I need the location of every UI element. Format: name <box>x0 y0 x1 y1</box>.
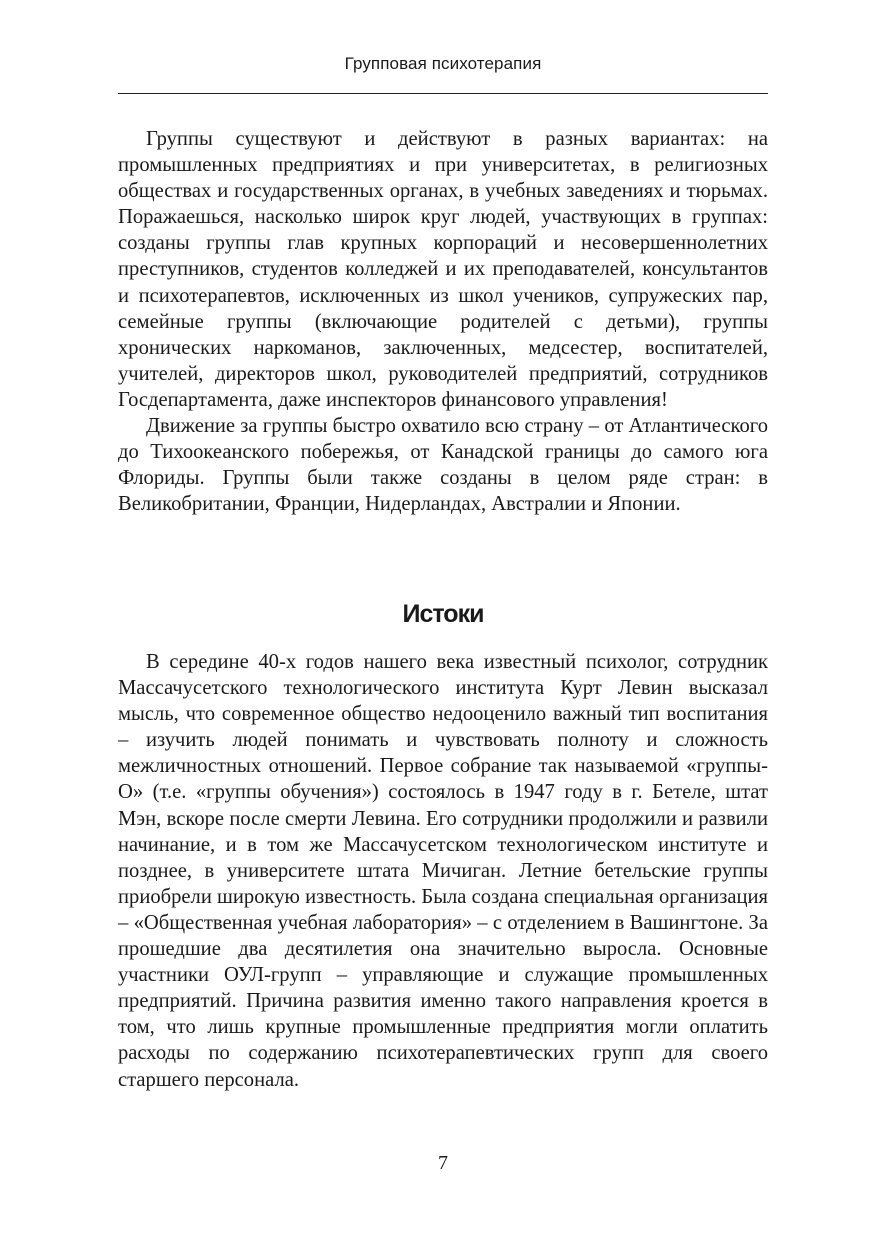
page-number: 7 <box>438 1152 448 1174</box>
header-rule <box>118 93 768 94</box>
paragraph-groups-variants: Группы существуют и действуют в разных вариантах: на промышленных предприятиях и при университетах, в религиозных обществах и государственных органах, в учебных заведениях и тюрьмах. Поражаешься, насколько широк круг людей, участвующих в группах: созданы группы глав крупных корпораций и несовершеннолетних преступников, студентов колледжей и их преподавателей, консультантов и психотерапевтов, исключенных из школ учеников, супружеских пар, семейные группы (включающие родителей с детьми), группы хронических наркоманов, заключенных, медсестер, воспитателей, учителей, директоров школ, руководителей предприятий, сотрудников Госдепартамента, даже инспекторов финансового управления! <box>118 128 768 411</box>
section-heading: Истоки <box>402 600 484 628</box>
intro-text-block <box>118 126 768 517</box>
running-head: Групповая психотерапия <box>344 54 542 73</box>
paragraph-origins: В середине 40-х годов нашего века известный психолог, сотрудник Массачусетского технологического института Курт Левин высказал мысль, что современное общество недооценило важный тип воспитания – изучить людей понимать и чувствовать полноту и сложность межличностных отношений. Первое собрание так называемой «группы-О» (т.е. «группы обучения») состоялось в 1947 году в г. Бетеле, штат Мэн, вскоре после смерти Левина. Его сотрудники продолжили и развили начинание, и в том же Массачусетском технологическом институте и позднее, в университете штата Мичиган. Летние бетельские группы приобрели широкую известность. Была создана специальная организация – «Общественная учебная лаборатория» – с отделением в Вашингтоне. За прошедшие два десятилетия она значительно выросла. Основные участники ОУЛ-групп – управляющие и служащие промышленных предприятий. Причина развития именно такого направления кроется в том, что лишь крупные промышленные предприятия могли оплатить расходы по содержанию психотерапевтических групп для своего старшего персонала. <box>118 651 768 1091</box>
section-text-block <box>118 649 768 1093</box>
paragraph-movement-spread: Движение за группы быстро охватило всю страну – от Атлантического до Тихоокеанского побережья, от Канадской границы до самого юга Флориды. Группы были также созданы в целом ряде стран: в Великобритании, Франции, Нидерландах, Австралии и Японии. <box>118 415 768 516</box>
